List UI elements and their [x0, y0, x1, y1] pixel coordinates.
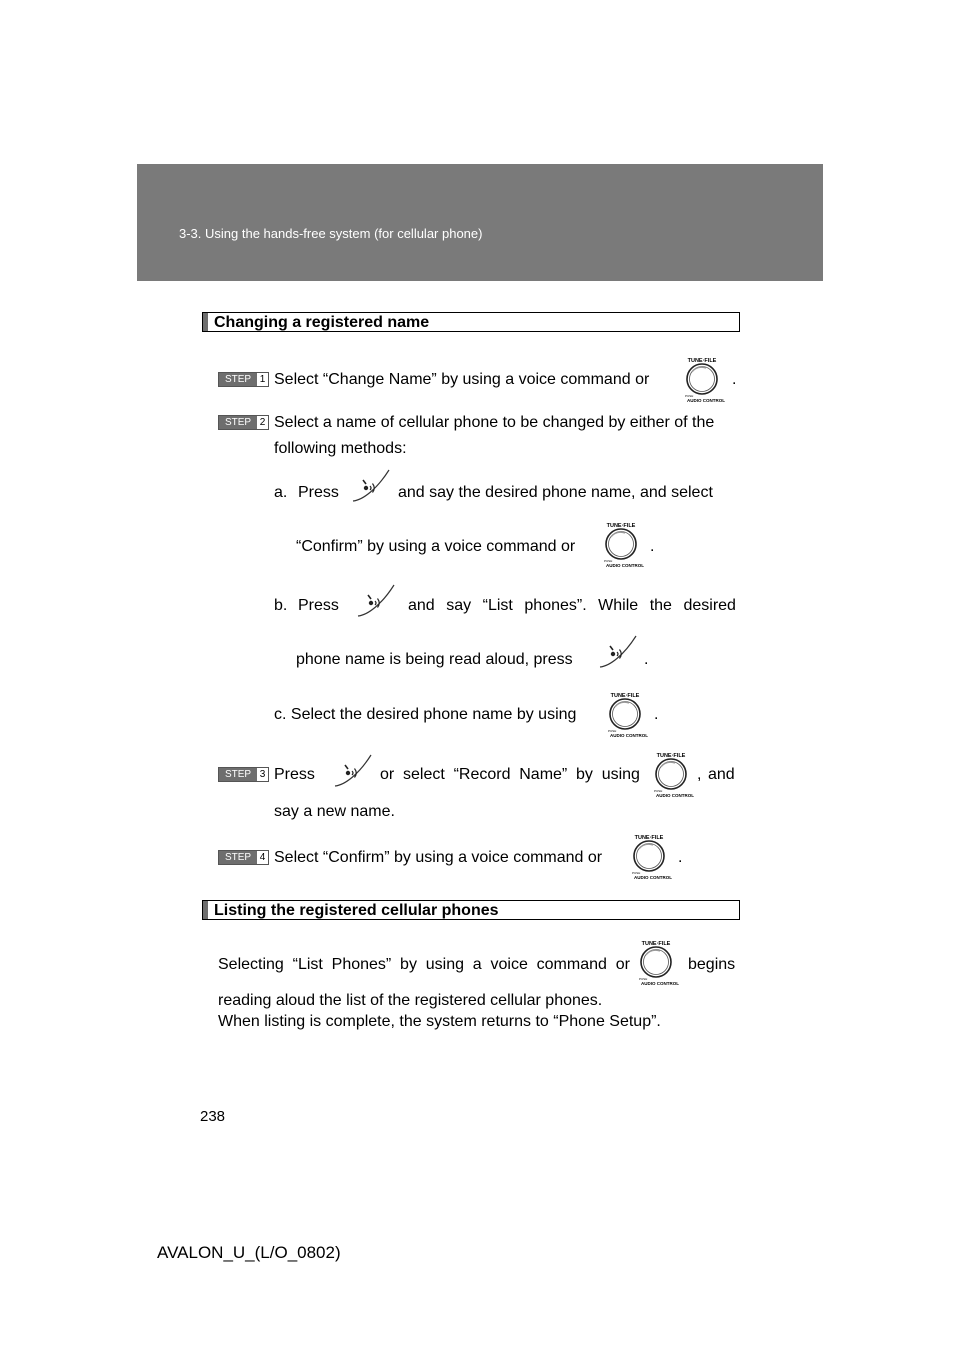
step3-text: or select “Record Name” by using [380, 766, 640, 783]
document-code: AVALON_U_(L/O_0802) [157, 1243, 341, 1262]
step-badge-4: STEP 4 [218, 850, 269, 865]
chapter-header [137, 164, 823, 281]
option-a-line2: “Confirm” by using a voice command or [296, 538, 576, 555]
page-number: 238 [200, 1108, 226, 1125]
tune-file-knob-icon [675, 355, 729, 403]
step2-text-line2: following methods: [274, 440, 407, 457]
tune-file-knob-icon [594, 520, 648, 568]
listing-text-line2: reading aloud the list of the registered cellular phones. [218, 992, 603, 1009]
option-c-text: c. Select the desired phone name by using [274, 706, 577, 723]
option-b-line2: phone name is being read aloud, press [296, 651, 573, 668]
step-badge-1: STEP 1 [218, 372, 269, 387]
tune-file-knob-icon [629, 938, 683, 986]
step2-text-line1: Select a name of cellular phone to be changed by either of the [274, 414, 715, 431]
step3-text-line2: say a new name. [274, 803, 395, 820]
section-title: Changing a registered name [214, 314, 430, 331]
listing-text-line1: Selecting “List Phones” by using a voice command or [218, 956, 630, 973]
step4-text: Select “Confirm” by using a voice command or [274, 849, 603, 866]
section-heading-changing-name [202, 312, 740, 332]
step-badge-2: STEP 2 [218, 415, 269, 430]
chapter-title: 3-3. Using the hands-free system (for cellular phone) [179, 226, 483, 241]
section-title: Listing the registered cellular phones [214, 902, 499, 919]
tune-file-knob-icon [598, 690, 652, 738]
talk-switch-icon [356, 582, 398, 618]
tune-file-knob-icon [644, 750, 698, 798]
talk-switch-icon [351, 467, 393, 503]
talk-switch-icon [333, 752, 375, 788]
option-b-line1: and say “List phones”. While the desired [408, 597, 736, 614]
listing-text-line3: When listing is complete, the system returns to “Phone Setup”. [218, 1013, 661, 1030]
talk-switch-icon [598, 633, 640, 669]
step1-text: Select “Change Name” by using a voice command or [274, 371, 650, 388]
step-badge-3: STEP 3 [218, 767, 269, 782]
tune-file-knob-icon [622, 832, 676, 880]
section-heading-listing-phones [202, 900, 740, 920]
